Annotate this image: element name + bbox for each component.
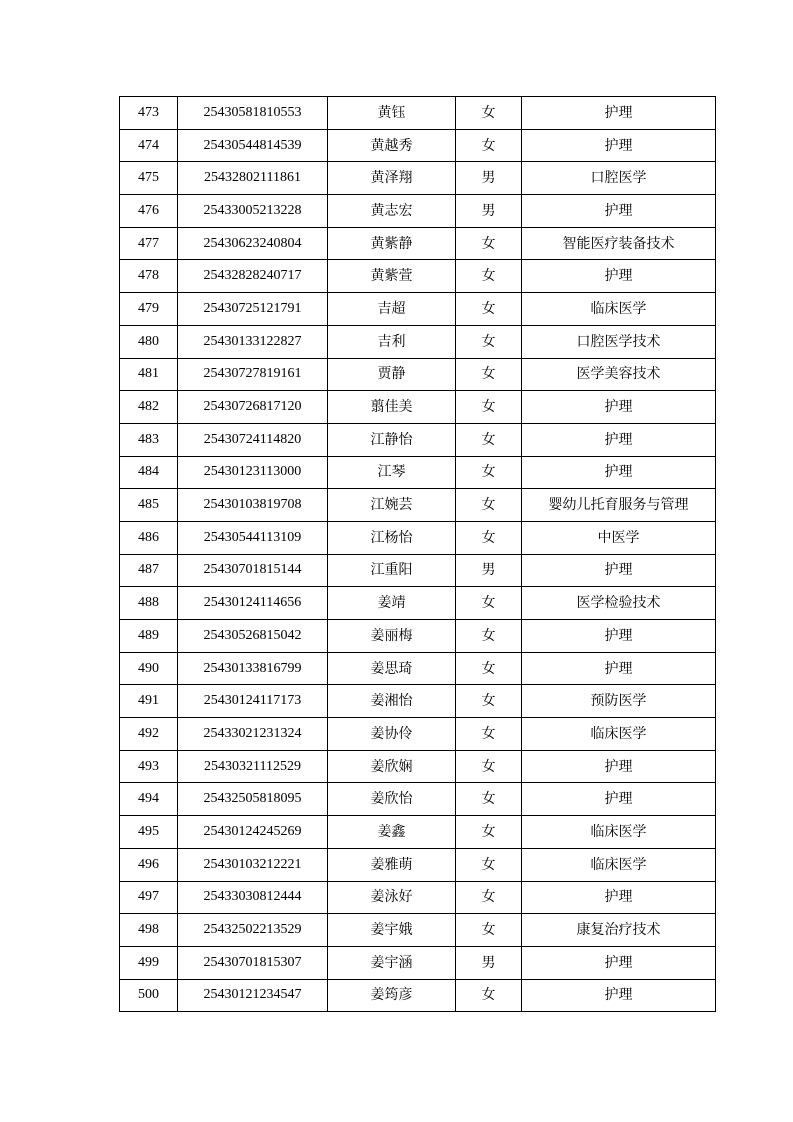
candidate-id-cell: 25430133122827 (178, 325, 328, 358)
candidate-id-cell: 25430544113109 (178, 521, 328, 554)
student-name-cell: 姜宇娥 (328, 914, 456, 947)
student-name-cell: 江杨怡 (328, 521, 456, 554)
gender-cell: 女 (456, 587, 522, 620)
table-row (120, 979, 716, 1012)
major-cell: 护理 (522, 129, 716, 162)
gender-cell: 女 (456, 129, 522, 162)
candidate-id-cell: 25433030812444 (178, 881, 328, 914)
table-row (120, 456, 716, 489)
major-cell: 临床医学 (522, 848, 716, 881)
table-row (120, 685, 716, 718)
major-cell: 护理 (522, 97, 716, 130)
row-number-cell: 499 (120, 946, 178, 979)
student-name-cell: 黄紫静 (328, 227, 456, 260)
student-name-cell: 姜思琦 (328, 652, 456, 685)
table-row (120, 783, 716, 816)
major-cell: 中医学 (522, 521, 716, 554)
row-number-cell: 487 (120, 554, 178, 587)
row-number-cell: 494 (120, 783, 178, 816)
candidate-id-cell: 25432502213529 (178, 914, 328, 947)
gender-cell: 女 (456, 652, 522, 685)
student-name-cell: 翦佳美 (328, 391, 456, 424)
student-name-cell: 姜筠彦 (328, 979, 456, 1012)
student-name-cell: 吉超 (328, 293, 456, 326)
row-number-cell: 495 (120, 816, 178, 849)
major-cell: 口腔医学 (522, 162, 716, 195)
student-roster-table (119, 96, 716, 1012)
row-number-cell: 484 (120, 456, 178, 489)
table-row (120, 162, 716, 195)
gender-cell: 女 (456, 97, 522, 130)
student-name-cell: 姜宇涵 (328, 946, 456, 979)
row-number-cell: 498 (120, 914, 178, 947)
candidate-id-cell: 25433005213228 (178, 195, 328, 228)
table-row (120, 293, 716, 326)
student-name-cell: 贾静 (328, 358, 456, 391)
gender-cell: 女 (456, 325, 522, 358)
table-row (120, 129, 716, 162)
row-number-cell: 490 (120, 652, 178, 685)
student-name-cell: 江重阳 (328, 554, 456, 587)
student-name-cell: 姜协伶 (328, 718, 456, 751)
major-cell: 临床医学 (522, 816, 716, 849)
row-number-cell: 482 (120, 391, 178, 424)
student-name-cell: 姜丽梅 (328, 620, 456, 653)
row-number-cell: 480 (120, 325, 178, 358)
gender-cell: 女 (456, 456, 522, 489)
candidate-id-cell: 25430123113000 (178, 456, 328, 489)
table-row (120, 391, 716, 424)
gender-cell: 女 (456, 260, 522, 293)
major-cell: 护理 (522, 423, 716, 456)
student-name-cell: 黄紫萱 (328, 260, 456, 293)
candidate-id-cell: 25430623240804 (178, 227, 328, 260)
table-row (120, 554, 716, 587)
candidate-id-cell: 25430724114820 (178, 423, 328, 456)
major-cell: 临床医学 (522, 718, 716, 751)
row-number-cell: 485 (120, 489, 178, 522)
candidate-id-cell: 25430526815042 (178, 620, 328, 653)
row-number-cell: 481 (120, 358, 178, 391)
row-number-cell: 489 (120, 620, 178, 653)
major-cell: 护理 (522, 456, 716, 489)
row-number-cell: 500 (120, 979, 178, 1012)
student-name-cell: 姜泳好 (328, 881, 456, 914)
student-name-cell: 黄泽翔 (328, 162, 456, 195)
student-name-cell: 黄志宏 (328, 195, 456, 228)
student-name-cell: 江婉芸 (328, 489, 456, 522)
table-row (120, 652, 716, 685)
table-row (120, 750, 716, 783)
student-name-cell: 姜湘怡 (328, 685, 456, 718)
table-row (120, 423, 716, 456)
major-cell: 医学检验技术 (522, 587, 716, 620)
table-row (120, 325, 716, 358)
gender-cell: 男 (456, 195, 522, 228)
major-cell: 护理 (522, 946, 716, 979)
gender-cell: 女 (456, 881, 522, 914)
gender-cell: 男 (456, 162, 522, 195)
major-cell: 康复治疗技术 (522, 914, 716, 947)
student-name-cell: 姜欣娴 (328, 750, 456, 783)
gender-cell: 女 (456, 391, 522, 424)
row-number-cell: 475 (120, 162, 178, 195)
gender-cell: 女 (456, 521, 522, 554)
table-row (120, 587, 716, 620)
gender-cell: 女 (456, 914, 522, 947)
row-number-cell: 496 (120, 848, 178, 881)
student-name-cell: 姜雅萌 (328, 848, 456, 881)
roster-table-body (120, 97, 716, 1012)
candidate-id-cell: 25432828240717 (178, 260, 328, 293)
candidate-id-cell: 25430725121791 (178, 293, 328, 326)
major-cell: 护理 (522, 979, 716, 1012)
gender-cell: 女 (456, 620, 522, 653)
row-number-cell: 486 (120, 521, 178, 554)
gender-cell: 女 (456, 489, 522, 522)
gender-cell: 女 (456, 750, 522, 783)
student-name-cell: 江静怡 (328, 423, 456, 456)
major-cell: 护理 (522, 881, 716, 914)
candidate-id-cell: 25430727819161 (178, 358, 328, 391)
major-cell: 护理 (522, 195, 716, 228)
candidate-id-cell: 25430103212221 (178, 848, 328, 881)
candidate-id-cell: 25430701815307 (178, 946, 328, 979)
table-row (120, 97, 716, 130)
gender-cell: 女 (456, 358, 522, 391)
row-number-cell: 479 (120, 293, 178, 326)
table-row (120, 358, 716, 391)
major-cell: 护理 (522, 391, 716, 424)
major-cell: 临床医学 (522, 293, 716, 326)
major-cell: 护理 (522, 554, 716, 587)
major-cell: 护理 (522, 260, 716, 293)
major-cell: 护理 (522, 620, 716, 653)
student-name-cell: 姜鑫 (328, 816, 456, 849)
table-row (120, 848, 716, 881)
student-name-cell: 姜欣怡 (328, 783, 456, 816)
row-number-cell: 497 (120, 881, 178, 914)
gender-cell: 女 (456, 816, 522, 849)
row-number-cell: 493 (120, 750, 178, 783)
major-cell: 医学美容技术 (522, 358, 716, 391)
row-number-cell: 474 (120, 129, 178, 162)
student-name-cell: 姜靖 (328, 587, 456, 620)
gender-cell: 女 (456, 718, 522, 751)
table-row (120, 489, 716, 522)
candidate-id-cell: 25430124117173 (178, 685, 328, 718)
major-cell: 预防医学 (522, 685, 716, 718)
student-name-cell: 黄越秀 (328, 129, 456, 162)
row-number-cell: 478 (120, 260, 178, 293)
candidate-id-cell: 25430701815144 (178, 554, 328, 587)
major-cell: 智能医疗装备技术 (522, 227, 716, 260)
candidate-id-cell: 25430726817120 (178, 391, 328, 424)
table-row (120, 260, 716, 293)
gender-cell: 男 (456, 946, 522, 979)
row-number-cell: 473 (120, 97, 178, 130)
table-row (120, 227, 716, 260)
table-row (120, 521, 716, 554)
table-row (120, 195, 716, 228)
gender-cell: 女 (456, 685, 522, 718)
gender-cell: 男 (456, 554, 522, 587)
table-row (120, 881, 716, 914)
major-cell: 护理 (522, 750, 716, 783)
student-name-cell: 江琴 (328, 456, 456, 489)
table-row (120, 946, 716, 979)
candidate-id-cell: 25430321112529 (178, 750, 328, 783)
candidate-id-cell: 25430124245269 (178, 816, 328, 849)
major-cell: 护理 (522, 652, 716, 685)
row-number-cell: 477 (120, 227, 178, 260)
major-cell: 口腔医学技术 (522, 325, 716, 358)
row-number-cell: 491 (120, 685, 178, 718)
candidate-id-cell: 25432505818095 (178, 783, 328, 816)
gender-cell: 女 (456, 423, 522, 456)
candidate-id-cell: 25432802111861 (178, 162, 328, 195)
row-number-cell: 492 (120, 718, 178, 751)
candidate-id-cell: 25430133816799 (178, 652, 328, 685)
gender-cell: 女 (456, 293, 522, 326)
major-cell: 婴幼儿托育服务与管理 (522, 489, 716, 522)
table-row (120, 718, 716, 751)
table-row (120, 816, 716, 849)
candidate-id-cell: 25430103819708 (178, 489, 328, 522)
candidate-id-cell: 25430544814539 (178, 129, 328, 162)
gender-cell: 女 (456, 979, 522, 1012)
student-name-cell: 黄钰 (328, 97, 456, 130)
candidate-id-cell: 25433021231324 (178, 718, 328, 751)
row-number-cell: 483 (120, 423, 178, 456)
candidate-id-cell: 25430124114656 (178, 587, 328, 620)
gender-cell: 女 (456, 227, 522, 260)
student-name-cell: 吉利 (328, 325, 456, 358)
row-number-cell: 476 (120, 195, 178, 228)
candidate-id-cell: 25430121234547 (178, 979, 328, 1012)
table-row (120, 620, 716, 653)
table-row (120, 914, 716, 947)
major-cell: 护理 (522, 783, 716, 816)
candidate-id-cell: 25430581810553 (178, 97, 328, 130)
gender-cell: 女 (456, 848, 522, 881)
row-number-cell: 488 (120, 587, 178, 620)
gender-cell: 女 (456, 783, 522, 816)
